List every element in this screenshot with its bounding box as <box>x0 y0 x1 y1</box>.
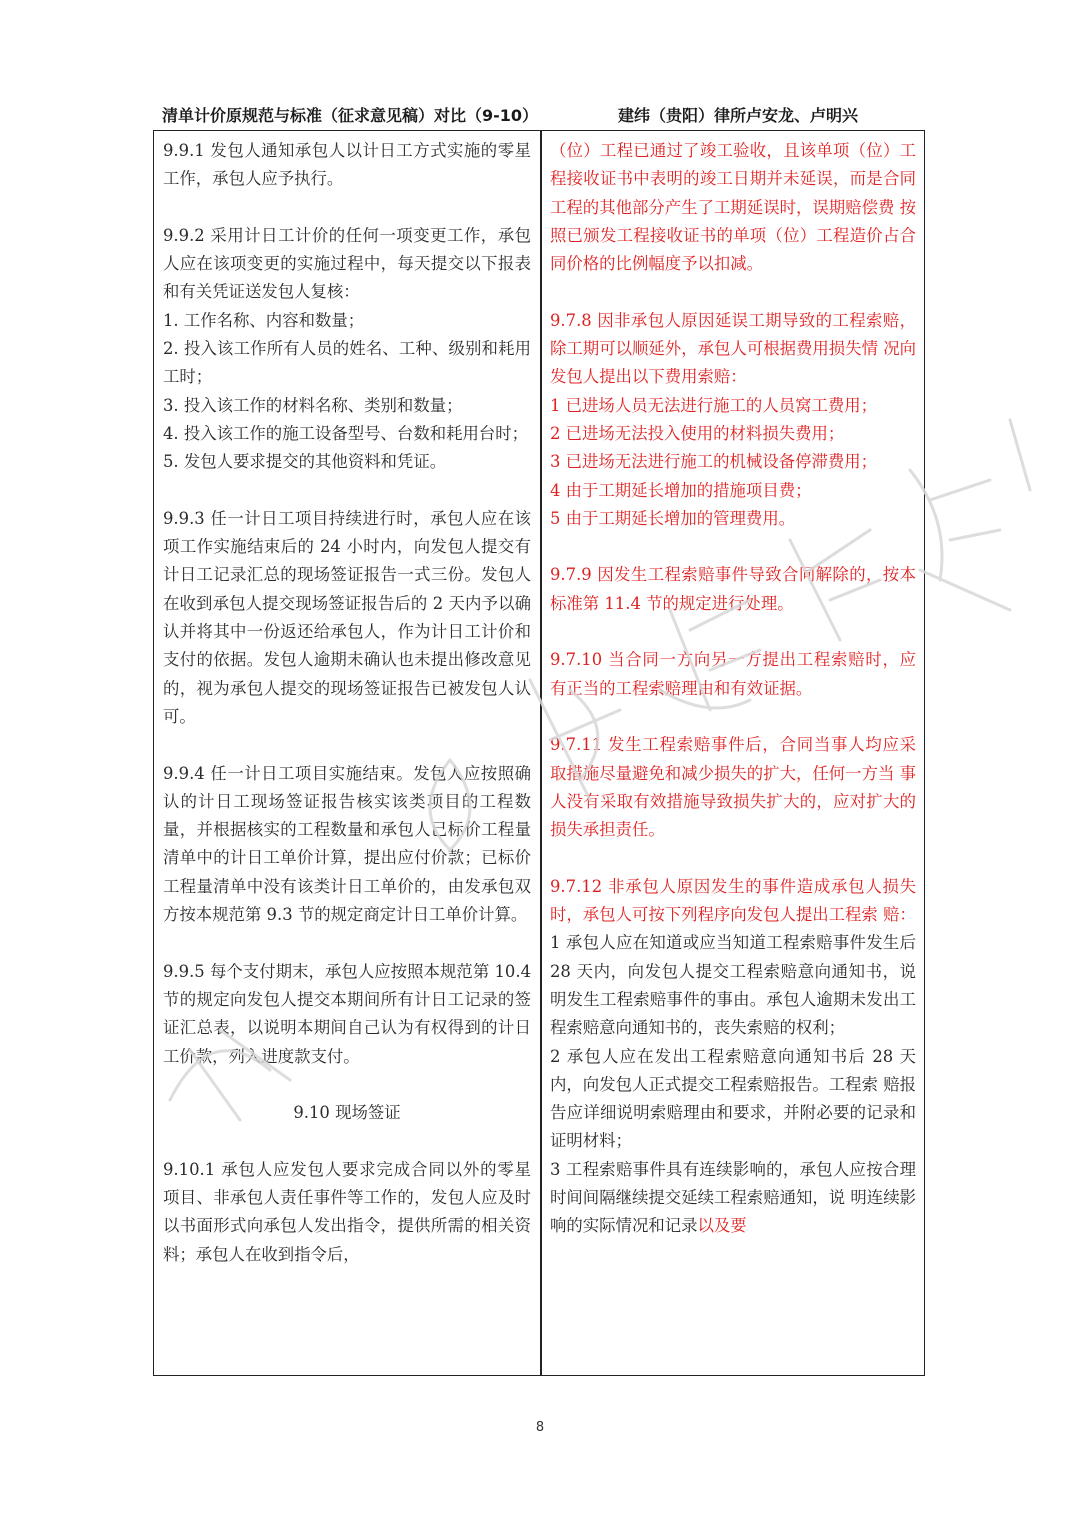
list-item <box>550 1156 916 1241</box>
clause-9-9-5: 9.9.5 每个支付期末，承包人应按照本规范第 10.4 节的规定向发包人提交本期间所有计日工记录的签证汇总表，以说明本期间自己认为有权得到的计日工价款，列入进度款支付。 <box>163 961 531 1066</box>
clause-9-7-12-lead: 9.7.12 非承包人原因发生的事件造成承包人损失时，承包人可按下列程序向发包人提出工程索 赔： <box>550 876 916 925</box>
list-item: 3 已进场无法进行施工的机械设备停滞费用； <box>550 452 878 472</box>
clause-9-9-2: 9.9.2 采用计日工计价的任何一项变更工作，承包人应在该项变更的实施过程中，每天提交以下报表和有关凭证送发包人复核： <box>163 225 531 302</box>
list-item: 2. 投入该工作所有人员的姓名、工种、级别和耗用工时； <box>163 339 531 387</box>
list-item: 3. 投入该工作的材料名称、类别和数量； <box>163 395 463 415</box>
blank-line <box>163 477 531 505</box>
page-number: 8 <box>535 1420 545 1435</box>
blank-line <box>163 1071 531 1099</box>
list-item: 2 已进场无法投入使用的材料损失费用； <box>550 423 845 443</box>
blank-line <box>163 194 531 222</box>
header-author: 建纬（贵阳）律所卢安龙、卢明兴 <box>618 106 859 125</box>
clause-continuation: （位）工程已通过了竣工验收，且该单项（位）工 程接收证书中表明的竣工日期并未延误，而是合同工程的其他部分产生了工期延误时，误期赔偿费 按照已颁发工程接收证书的单项（位）工程造价占合同价格的比例幅度予以扣减。 <box>550 141 916 274</box>
list-item-tail: 以及要 <box>697 1216 747 1236</box>
blank-line <box>550 278 916 306</box>
section-heading-9-10: 9.10 现场签证 <box>293 1103 401 1123</box>
header-title: 清单计价原规范与标准（征求意见稿）对比（9-10） <box>162 106 539 125</box>
clause-9-7-12 <box>550 873 916 930</box>
clause-9-10-1: 9.10.1 承包人应发包人要求完成合同以外的零星项目、非承包人责任事件等工作的，发包人应及时以书面形式向承包人发出指令，提供所需的相关资料；承包人在收到指令后， <box>163 1159 531 1264</box>
blank-line <box>163 731 531 759</box>
clause-9-7-10: 9.7.10 当合同一方向另一方提出工程索赔时，应有正当的工程索赔理由和有效证据。 <box>550 650 916 698</box>
blank-line <box>550 844 916 872</box>
comparison-table <box>153 130 925 1376</box>
left-column <box>163 137 531 1373</box>
clause-9-7-8: 9.7.8 因非承包人原因延误工期导致的工程索赔，除工期可以顺延外，承包人可根据费用损失情 况向发包人提出以下费用索赔： <box>550 310 916 387</box>
blank-line <box>550 618 916 646</box>
list-item: 1 承包人应在知道或应当知道工程索赔事件发生后 28 天内，向发包人提交工程索赔意向通知书，说明发生工程索赔事件的事由。承包人逾期未发出工程索赔意向通知书的，丧失索赔的权利； <box>550 933 916 1038</box>
clause-9-7-11: 9.7.11 发生工程索赔事件后，合同当事人均应采取措施尽量避免和减少损失的扩大，任何一方当 事人没有采取有效措施导致损失扩大的，应对扩大的损失承担责任。 <box>550 735 916 840</box>
column-divider <box>540 131 542 1375</box>
blank-line <box>550 703 916 731</box>
list-item: 4. 投入该工作的施工设备型号、台数和耗用台时； <box>163 423 529 443</box>
list-item: 2 承包人应在发出工程索赔意向通知书后 28 天内，向发包人正式提交工程索赔报告。工程索 赔报告应详细说明索赔理由和要求，并附必要的记录和证明材料； <box>550 1046 916 1151</box>
list-item: 1. 工作名称、内容和数量； <box>163 310 365 330</box>
list-item: 5. 发包人要求提交的其他资料和凭证。 <box>163 452 447 472</box>
clause-9-7-9: 9.7.9 因发生工程索赔事件导致合同解除的，按本标准第 11.4 节的规定进行处理。 <box>550 565 916 613</box>
page-header <box>162 104 922 128</box>
list-item: 4 由于工期延长增加的措施项目费； <box>550 480 812 500</box>
clause-9-9-3: 9.9.3 任一计日工项目持续进行时，承包人应在该项工作实施结束后的 24 小时内，向发包人提交有计日工记录汇总的现场签证报告一式三份。发包人在收到承包人提交现场签证报告后的 2 天内予以确认并将其中一份返还给承包人，作为计日工计价和支付的依据。发包人逾期未确认也未提出修改意见的，视为承包人提交的现场签证报告已被发包人认可。 <box>163 508 531 726</box>
right-column <box>550 137 916 1373</box>
blank-line <box>163 1127 531 1155</box>
blank-line <box>163 929 531 957</box>
list-item: 5 由于工期延长增加的管理费用。 <box>550 508 796 528</box>
list-item: 1 已进场人员无法进行施工的人员窝工费用； <box>550 395 878 415</box>
clause-9-9-4: 9.9.4 任一计日工项目实施结束。发包人应按照确认的计日工现场签证报告核实该类项目的工程数量，并根据核实的工程数量和承包人已标价工程量清单中的计日工单价计算，提出应付价款；已标价工程量清单中没有该类计日工单价的，由发承包双方按本规范第 9.3 节的规定商定计日工单价计算。 <box>163 763 531 925</box>
list-item-text: 3 工程索赔事件具有连续影响的，承包人应按合理时间间隔继续提交延续工程索赔通知，说 明连续影响的实际情况和记录 <box>550 1159 916 1236</box>
blank-line <box>550 533 916 561</box>
clause-9-9-1: 9.9.1 发包人通知承包人以计日工方式实施的零星工作，承包人应予执行。 <box>163 141 531 189</box>
